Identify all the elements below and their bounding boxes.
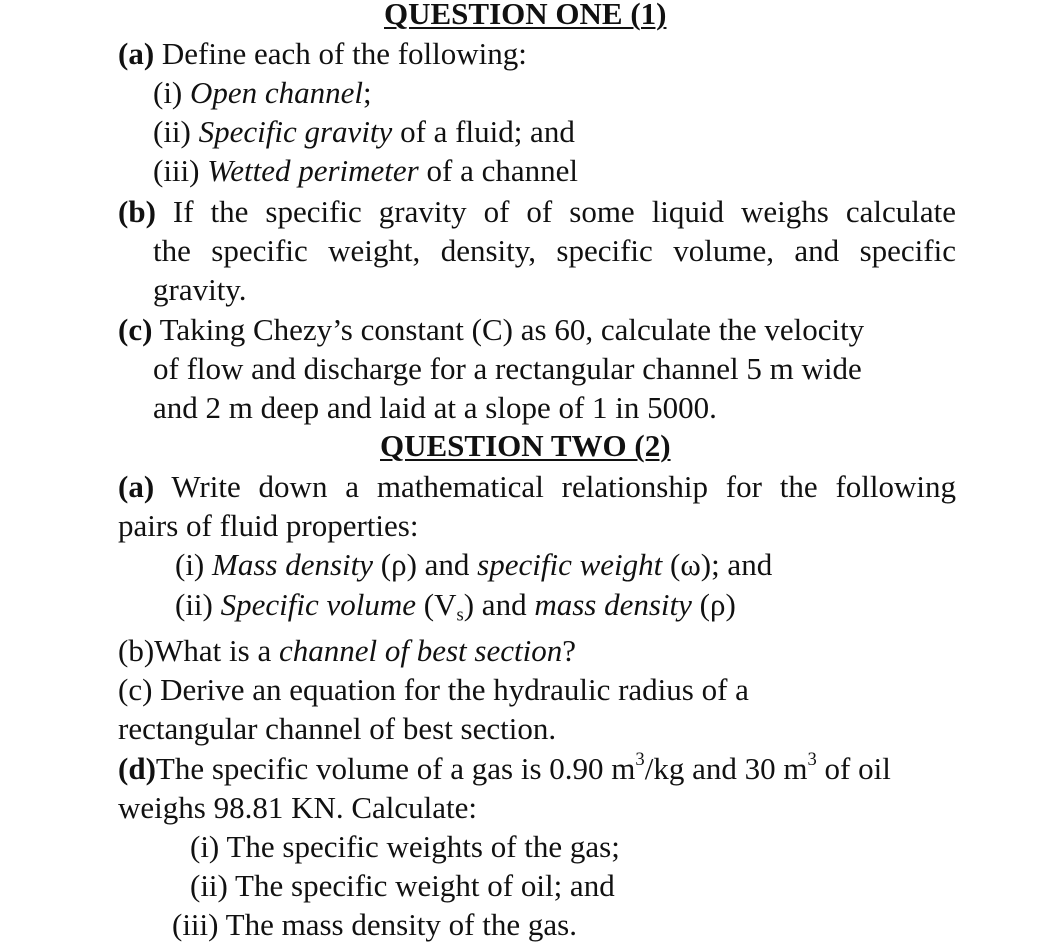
q1-part-c-label: (c) <box>118 312 153 347</box>
q2-a-item-1 <box>175 545 772 584</box>
q1-part-b-line-1 <box>118 192 956 231</box>
item-number: (iii) <box>153 153 208 188</box>
item-term: Mass density <box>212 547 374 582</box>
q1-a-item-3 <box>153 151 578 190</box>
item-mid: ) and <box>463 587 535 622</box>
q2-part-c-line-1 <box>118 670 749 709</box>
item-term: specific weight <box>477 547 663 582</box>
item-rest: of a channel <box>418 153 578 188</box>
q1-part-c-text: Taking Chezy’s constant (C) as 60, calculate the velocity <box>152 312 865 347</box>
q2-part-d-text: The specific volume of a gas is 0.90 m <box>155 751 636 786</box>
q2-part-d-text: of oil <box>816 751 891 786</box>
q2-d-item-1: (i) The specific weights of the gas; <box>190 829 620 864</box>
q1-part-c-line-2: of flow and discharge for a rectangular channel 5 m wide <box>153 351 862 386</box>
q2-part-a-line-1 <box>118 467 956 506</box>
item-rest: of a fluid; and <box>392 114 575 149</box>
q1-part-a-text: Define each of the following: <box>154 36 527 71</box>
q2-part-b-term: channel of best section <box>278 633 563 668</box>
q2-part-d-label: (d) <box>118 751 156 786</box>
q1-a-item-1 <box>153 73 372 112</box>
item-term: Specific gravity <box>198 114 393 149</box>
q2-part-b-rest: ? <box>562 633 576 668</box>
q2-part-d-line-2: weighs 98.81 KN. Calculate: <box>118 790 478 825</box>
q1-part-a <box>118 34 527 73</box>
item-mid: (V <box>416 587 457 622</box>
q1-part-c-line-1 <box>118 310 864 349</box>
item-number: (ii) <box>175 587 221 622</box>
item-mid: (ρ) and <box>373 547 478 582</box>
q1-part-b-text: If the specific gravity of of some liquid weighs calculate <box>155 194 956 229</box>
q1-part-c-line-3: and 2 m deep and laid at a slope of 1 in 5000. <box>153 390 717 425</box>
item-rest: ; <box>363 75 372 110</box>
q2-part-c-text: Derive an equation for the hydraulic radius of a <box>152 672 749 707</box>
q1-a-item-2 <box>153 112 575 151</box>
item-number: (ii) <box>153 114 199 149</box>
q2-part-c-label: (c) <box>118 672 153 707</box>
item-term: mass density <box>534 587 692 622</box>
q2-part-b-text: What is a <box>154 633 279 668</box>
q1-part-b-line-2: the specific weight, density, specific volume, and specific <box>153 233 956 268</box>
q2-part-d-line-1 <box>118 749 891 788</box>
q1-part-a-label: (a) <box>118 36 155 71</box>
q1-part-b-label: (b) <box>118 194 156 229</box>
superscript: 3 <box>807 749 817 771</box>
question-two-heading: QUESTION TWO (2) <box>380 428 671 463</box>
item-term: Wetted perimeter <box>207 153 419 188</box>
item-rest: (ρ) <box>691 587 736 622</box>
item-number: (i) <box>153 75 191 110</box>
q2-part-a-text: Write down a mathematical relationship for the following <box>154 469 956 504</box>
item-term: Open channel <box>190 75 364 110</box>
subscript: s <box>456 604 464 626</box>
q2-part-b-label: (b) <box>118 633 155 668</box>
q2-d-item-2: (ii) The specific weight of oil; and <box>190 868 615 903</box>
q2-part-d-text: /kg and 30 m <box>644 751 808 786</box>
superscript: 3 <box>635 749 645 771</box>
q2-part-a-line-2: pairs of fluid properties: <box>118 508 419 543</box>
q2-a-item-2 <box>175 585 736 624</box>
question-one-heading: QUESTION ONE (1) <box>384 0 667 31</box>
q2-part-b <box>118 631 576 670</box>
item-rest: (ω); and <box>662 547 773 582</box>
q1-part-b-line-3: gravity. <box>153 272 247 307</box>
item-term: Specific volume <box>220 587 417 622</box>
q2-part-a-label: (a) <box>118 469 155 504</box>
q2-part-c-line-2: rectangular channel of best section. <box>118 711 557 746</box>
q2-d-item-3: (iii) The mass density of the gas. <box>172 907 577 942</box>
item-number: (i) <box>175 547 213 582</box>
